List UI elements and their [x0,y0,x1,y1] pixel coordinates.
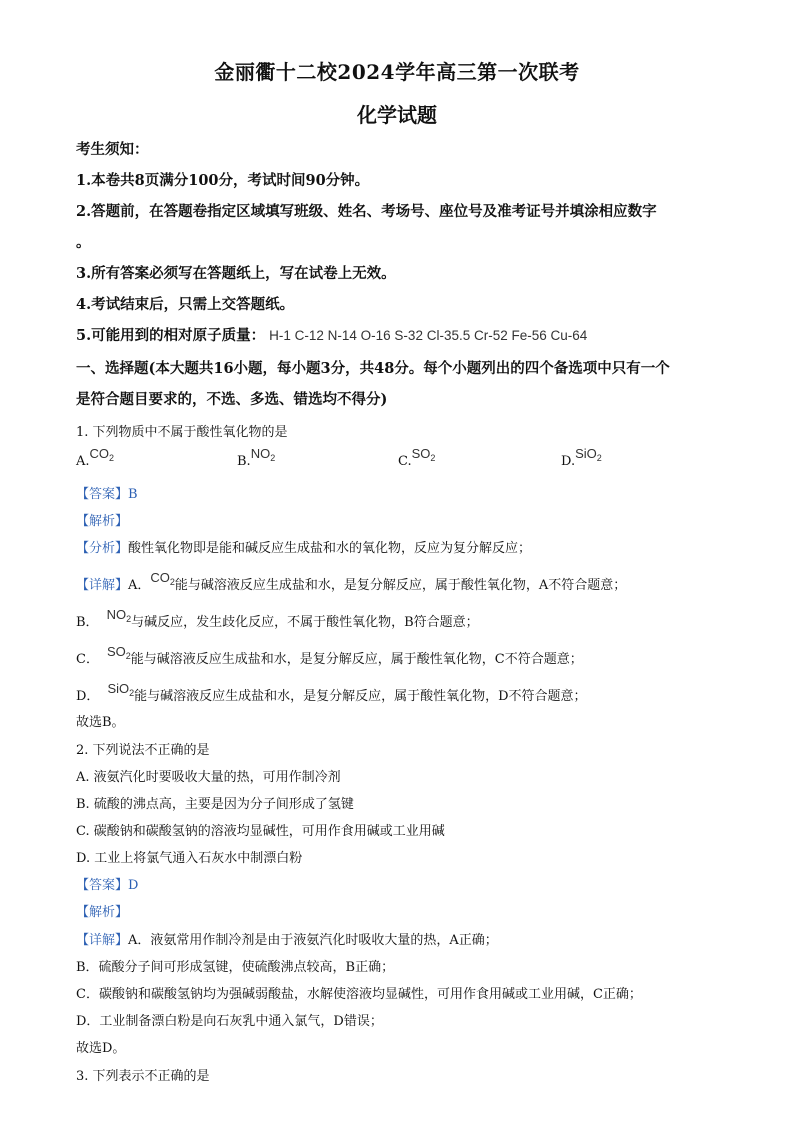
q1-answer: 【答案】B [76,487,138,502]
q1-option-a[interactable] [76,446,115,470]
q2-option-d[interactable]: D. 工业上将氯气通入石灰水中制漂白粉 [76,851,303,866]
q1-analysis-text: 酸性氧化物即是能和碱反应生成盐和水的氧化物，反应为复分解反应； [128,541,532,556]
q2-detail-a: 【详解】A．液氨常用作制冷剂是由于液氨汽化时吸收大量的热，A正确； [76,933,498,948]
exam-title: 金丽衢十二校2024学年高三第一次联考 [214,60,580,84]
section-heading-line2: 是符合题目要求的，不选、多选、错选均不得分) [76,391,388,408]
q1-option-d-formula: SiO$_2$ [575,446,602,463]
q1-option-b-label: B. [237,454,251,469]
q2-option-b[interactable]: B. 硫酸的沸点高，主要是因为分子间形成了氢键 [76,797,354,812]
q2-answer: 【答案】D [76,878,139,893]
q1-option-b[interactable] [237,446,276,470]
q1-option-d[interactable] [561,446,602,470]
q1-stem: 1. 下列物质中不属于酸性氧化物的是 [76,425,288,440]
subject-title: 化学试题 [357,103,437,127]
q2-stem: 2. 下列说法不正确的是 [76,743,210,758]
q2-jiexi-label: 【解析】 [76,905,129,920]
notice-item-5 [76,324,587,345]
q2-detail-b: B．硫酸分子间可形成氢键，使硫酸沸点较高，B正确； [76,960,395,975]
q1-detail-a: 【详解】A．$CO_2$能与碱溶液反应生成盐和水，是复分解反应，属于酸性氧化物，A不符合题意； [76,570,627,593]
notice-item-2: 2.答题前，在答题卷指定区域填写班级、姓名、考场号、座位号及准考证号并填涂相应数字 [76,203,657,220]
q2-option-a[interactable]: A. 液氨汽化时要吸收大量的热，可用作制冷剂 [76,770,341,785]
q1-option-b-formula: $NO_2$ [250,446,276,463]
q1-option-c-label: C. [398,454,412,469]
notice-item-4: 4.考试结束后，只需上交答题纸。 [76,296,295,313]
q1-detail-c-formula: $SO_2$ [106,644,131,661]
q2-conclusion: 故选D。 [76,1041,126,1056]
q1-option-a-formula: $CO_2$ [89,446,115,463]
notice-item-3: 3.所有答案必须写在答题纸上，写在试卷上无效。 [76,265,396,282]
q1-option-c[interactable] [398,446,436,470]
q1-analysis: 【分析】酸性氧化物即是能和碱反应生成盐和水的氧化物，反应为复分解反应； [76,541,532,556]
q2-detail-c: C．碳酸钠和碳酸氢钠均为强碱弱酸盐，水解使溶液均显碱性，可用作食用碱或工业用碱，C正确； [76,987,642,1002]
notice-item-2-cont: 。 [76,234,91,251]
q2-option-c[interactable]: C. 碳酸钠和碳酸氢钠的溶液均显碱性，可用作食用碱或工业用碱 [76,824,445,839]
notice-item-1: 1.本卷共8页满分100分，考试时间90分钟。 [76,172,370,189]
q1-conclusion: 故选B。 [76,715,125,730]
q1-option-a-label: A. [76,454,90,469]
q1-detail-d-formula: SiO$_2$ [107,681,135,698]
q1-detail-b: B．$NO_2$与碱反应，发生歧化反应，不属于酸性氧化物，B符合题意； [76,607,479,630]
q1-jiexi-label: 【解析】 [76,514,129,529]
section-heading-line1: 一、选择题(本大题共16小题，每小题3分，共48分。每个小题列出的四个备选项中只有一个 [76,360,670,377]
q1-detail-b-formula: $NO_2$ [106,607,132,624]
q1-detail-d: D．SiO$_2$能与碱溶液反应生成盐和水，是复分解反应，属于酸性氧化物，D不符合题意； [76,681,587,704]
q1-option-c-formula: $SO_2$ [411,446,436,463]
q3-stem: 3. 下列表示不正确的是 [76,1069,210,1084]
masses-label: 5.可能用到的相对原子质量： [76,327,266,344]
notice-heading: 考生须知： [76,141,149,158]
q1-detail-c: C．$SO_2$能与碱溶液反应生成盐和水，是复分解反应，属于酸性氧化物，C不符合题意； [76,644,583,667]
q1-detail-a-formula: $CO_2$ [150,570,175,587]
q2-detail-d: D．工业制备漂白粉是向石灰乳中通入氯气，D错误； [76,1014,383,1029]
atomic-masses: H-1 C-12 N-14 O-16 S-32 Cl-35.5 Cr-52 Fe-56 Cu-64 [269,328,588,343]
q1-option-d-label: D. [561,454,576,469]
